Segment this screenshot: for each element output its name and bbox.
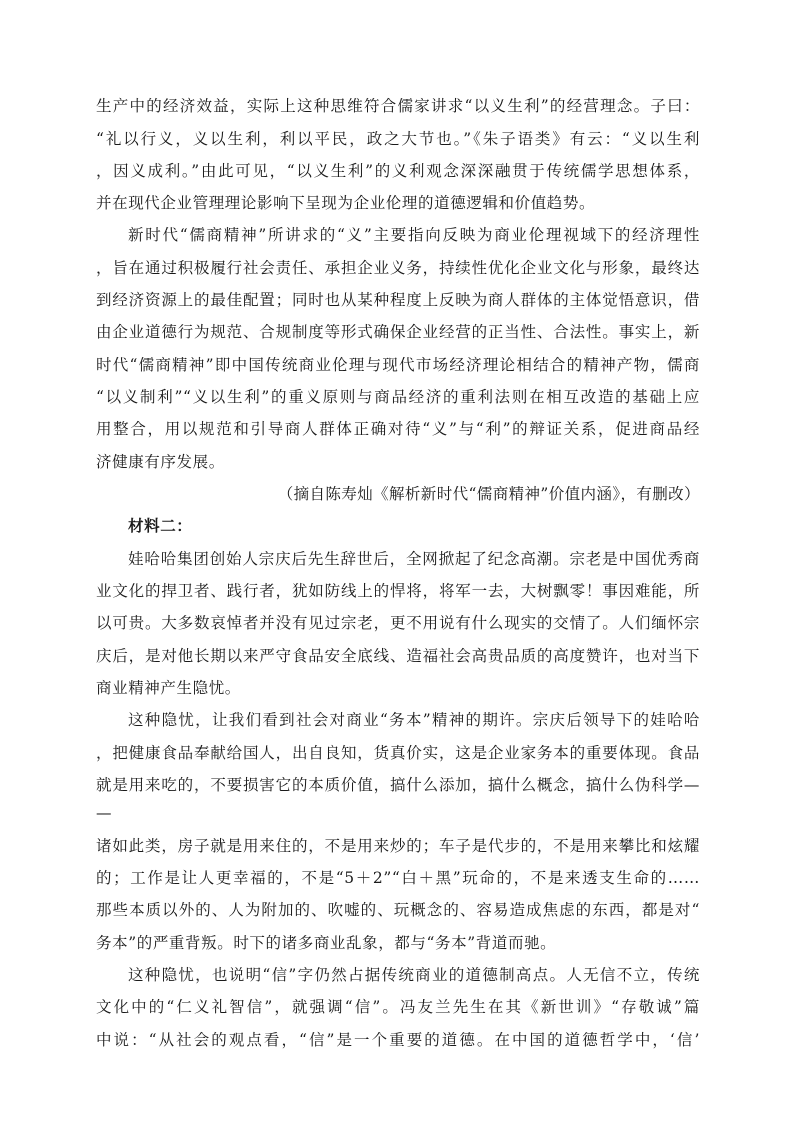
text-line: 的；工作是让人更幸福的，不是“5＋2”“白＋黑”玩命的，不是来透支生命的…… bbox=[96, 869, 700, 887]
text-line: “礼以行义，义以生利，利以平民，政之大节也。”《朱子语类》有云：“义以生利 bbox=[96, 130, 700, 148]
text-line: 用整合，用以规范和引导商人群体正确对待“义”与“利”的辩证关系，促进商品经 bbox=[96, 420, 700, 438]
text-line: ，旨在通过积极履行社会责任、承担企业义务，持续性优化企业文化与形象，最终达 bbox=[96, 259, 700, 277]
text-line: 就是用来吃的，不要损害它的本质价值，搞什么添加，搞什么概念，搞什么伪科学— bbox=[96, 776, 700, 794]
source-citation: （摘自陈寿灿《解析新时代“儒商精神”价值内涵》，有删改） bbox=[277, 485, 700, 503]
text-line: 中说：“从社会的观点看，“信”是一个重要的道德。在中国的道德哲学中，‘信’ bbox=[96, 1031, 700, 1049]
text-line: 并在现代企业管理理论影响下呈现为企业伦理的道德逻辑和价值趋势。 bbox=[96, 194, 596, 212]
text-line: 业文化的捍卫者、践行者，犹如防线上的悍将，将军一去，大树飘零！事因难能，所 bbox=[96, 582, 700, 600]
text-line: ，因义成利。”由此可见，“以义生利”的义利观念深深融贯于传统儒学思想体系， bbox=[96, 162, 700, 180]
text-line: 那些本质以外的、人为附加的、吹嘘的、玩概念的、容易造成焦虑的东西，都是对“ bbox=[96, 901, 700, 919]
text-line: 庆后，是对他长期以来严守食品安全底线、造福社会高贵品质的高度赞许，也对当下 bbox=[96, 647, 700, 665]
paragraph-first-line: 新时代“儒商精神”所讲求的“义”主要指向反映为商业伦理视域下的经济理性 bbox=[128, 226, 700, 244]
text-line: 由企业道德行为规范、合规制度等形式确保企业经营的正当性、合法性。事实上，新 bbox=[96, 323, 700, 341]
text-line: 时代“儒商精神”即中国传统商业伦理与现代市场经济理论相结合的精神产物，儒商 bbox=[96, 356, 700, 374]
text-line: ，把健康食品奉献给国人，出自良知，货真价实，这是企业家务本的重要体现。食品 bbox=[96, 744, 700, 762]
text-line: 务本”的严重背叛。时下的诸多商业乱象，都与“务本”背道而驰。 bbox=[96, 934, 557, 952]
paragraph-first-line: 这种隐忧，让我们看到社会对商业“务本”精神的期许。宗庆后领导下的娃哈哈 bbox=[128, 711, 700, 729]
text-line: — bbox=[96, 804, 113, 822]
paragraph-first-line: 娃哈哈集团创始人宗庆后先生辞世后，全网掀起了纪念高潮。宗老是中国优秀商 bbox=[128, 550, 700, 568]
paragraph-first-line: 这种隐忧，也说明“信”字仍然占据传统商业的道德制高点。人无信不立，传统 bbox=[128, 966, 700, 984]
text-line: 生产中的经济效益，实际上这种思维符合儒家讲求“以义生利”的经营理念。子曰： bbox=[96, 97, 700, 115]
section-heading: 材料二： bbox=[128, 516, 193, 535]
text-line: 济健康有序发展。 bbox=[96, 453, 225, 471]
text-line: “以义制利”“义以生利”的重义原则与商品经济的重利法则在相互改造的基础上应 bbox=[96, 388, 700, 406]
text-line: 以可贵。大多数哀悼者并没有见过宗老，更不用说有什么现实的交情了。人们缅怀宗 bbox=[96, 614, 700, 632]
text-line: 诸如此类，房子就是用来住的，不是用来炒的；车子是代步的，不是用来攀比和炫耀 bbox=[96, 837, 700, 855]
text-line: 商业精神产生隐忧。 bbox=[96, 679, 241, 697]
text-line: 文化中的“仁义礼智信”，就强调“信”。冯友兰先生在其《新世训》“存敬诚”篇 bbox=[96, 998, 700, 1016]
text-line: 到经济资源上的最佳配置；同时也从某种程度上反映为商人群体的主体觉悟意识，借 bbox=[96, 291, 700, 309]
